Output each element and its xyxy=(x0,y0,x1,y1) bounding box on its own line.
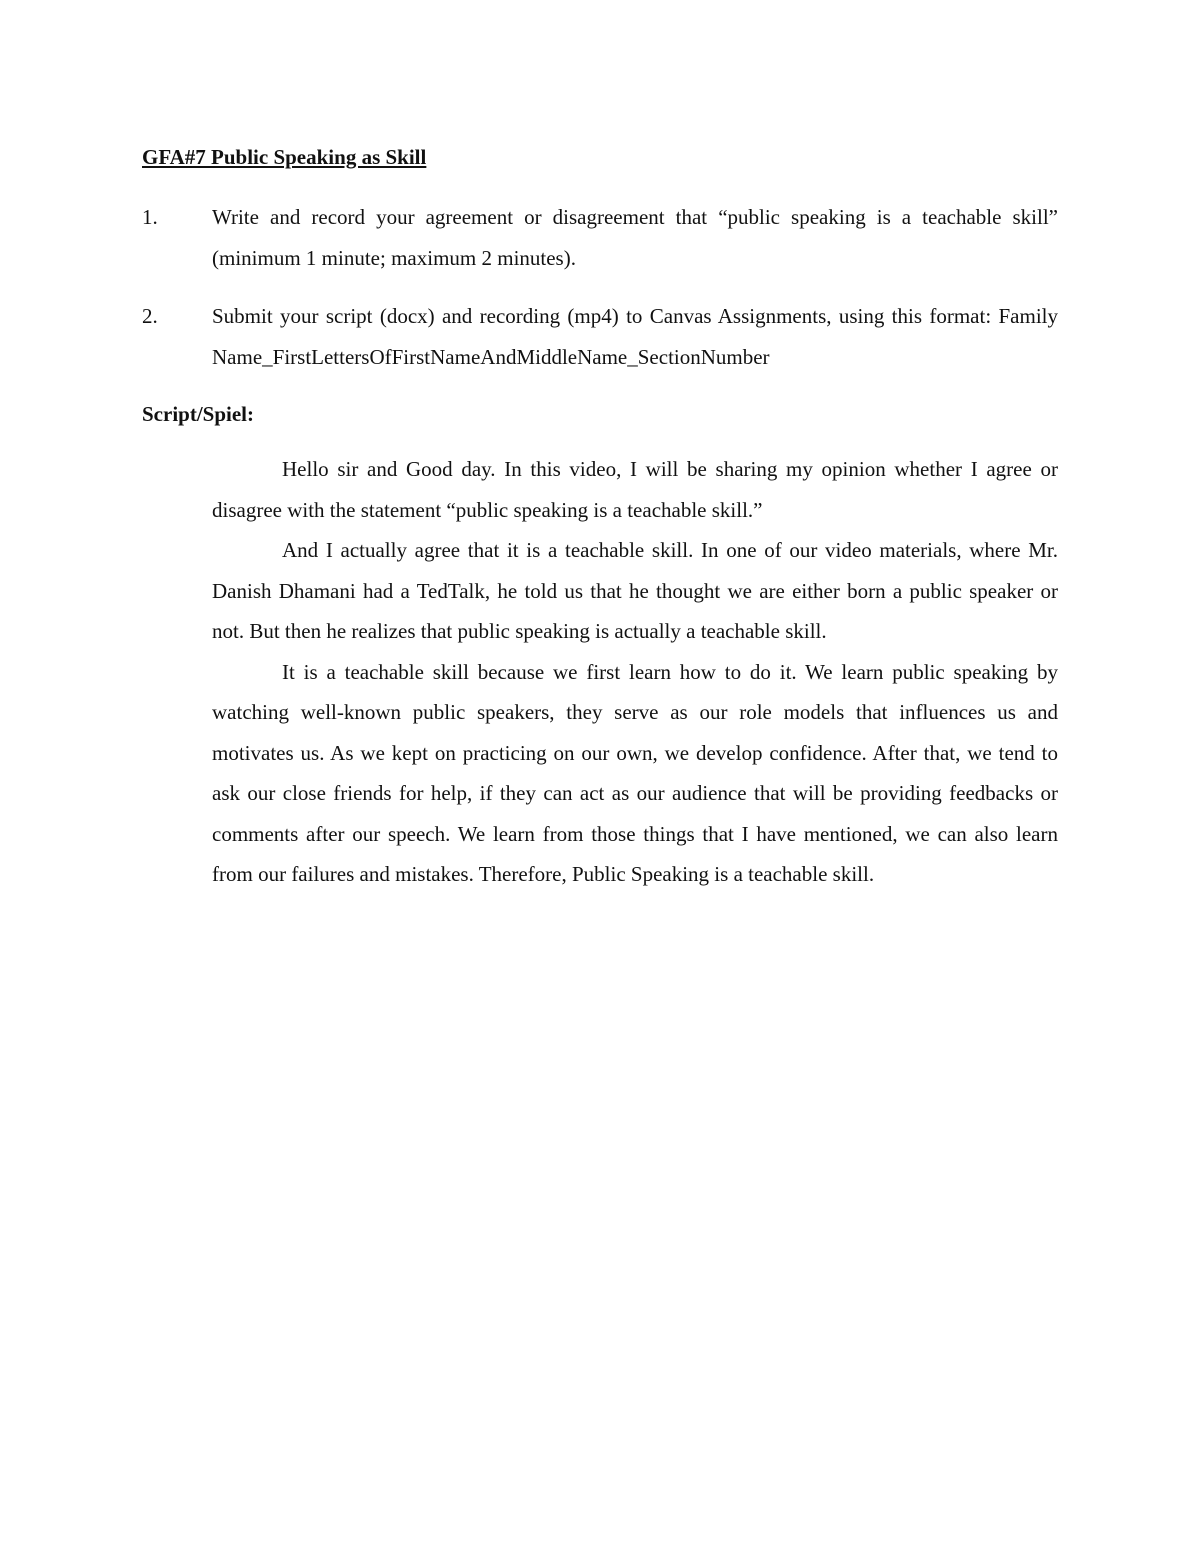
script-body xyxy=(212,449,1058,895)
script-heading: Script/Spiel: xyxy=(142,402,255,426)
instruction-item-1 xyxy=(142,197,1058,278)
instruction-number: 2. xyxy=(142,304,158,328)
script-paragraph: And I actually agree that it is a teachable skill. In one of our video materials, where Mr. Danish Dhamani had a TedTalk, he told us that he thought we are either born a public speaker or not. But then he realizes that public speaking is actually a teachable skill. xyxy=(212,538,1058,643)
instruction-number: 1. xyxy=(142,205,158,229)
document-title: GFA#7 Public Speaking as Skill xyxy=(142,145,427,169)
instruction-list xyxy=(142,197,1058,395)
script-paragraph: It is a teachable skill because we first learn how to do it. We learn public speaking by watching well-known public speakers, they serve as our role models that influences us and motivates us. As we kept on practicing on our own, we develop confidence. After that, we tend to ask our close friends for help, if they can act as our audience that will be providing feedbacks or comments after our speech. We learn from those things that I have mentioned, we can also learn from our failures and mistakes. Therefore, Public Speaking is a teachable skill. xyxy=(212,659,1058,886)
instruction-item-2 xyxy=(142,296,1058,377)
script-paragraph: Hello sir and Good day. In this video, I will be sharing my opinion whether I agree or disagree with the statement “public speaking is a teachable skill.” xyxy=(212,457,1058,522)
instruction-text: Write and record your agreement or disagreement that “public speaking is a teachable skill” (minimum 1 minute; maximum 2 minutes). xyxy=(212,205,1058,270)
instruction-text: Submit your script (docx) and recording (mp4) to Canvas Assignments, using this format: Family Name_FirstLettersOfFirstNameAndMiddleName_SectionNumber xyxy=(212,304,1058,369)
